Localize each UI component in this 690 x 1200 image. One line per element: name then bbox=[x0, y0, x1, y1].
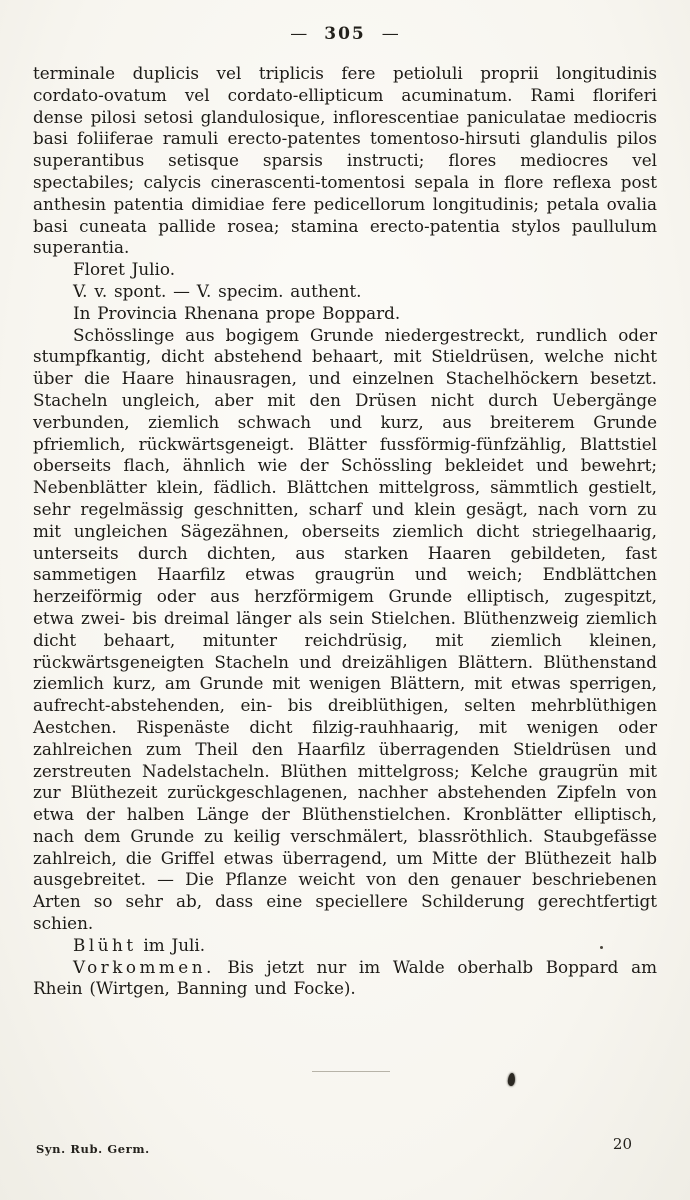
page-number: 305 bbox=[324, 24, 366, 44]
bluehzeit-rest: im Juli. bbox=[136, 934, 206, 955]
footer-sheet-number: 20 bbox=[612, 1135, 632, 1153]
paragraph-provincia: In Provincia Rhenana prope Boppard. bbox=[73, 302, 401, 323]
ink-spot-artifact bbox=[507, 1073, 515, 1087]
paragraph-vorkommen bbox=[33, 957, 657, 1001]
ink-speck-artifact bbox=[600, 946, 603, 949]
vorkommen-lead: Vorkommen. bbox=[73, 956, 215, 977]
header-dash-left: — bbox=[290, 24, 309, 44]
paragraph-german-description: Schösslinge aus bogigem Grunde niedergestreckt, rundlich oder stumpfkantig, dicht abstehend behaart, mit Stieldrüsen, welche nicht über die Haare hinausragen, und einzelnen Stachelhöckern besetzt. Stacheln ungleich, aber mit den Drüsen nicht durch Uebergänge verbunden, ziemlich schwach und kurz, aus breiterem Grunde pfriemlich, rückwärtsgeneigt. Blätter fussförmig-fünfzählig, Blattstiel oberseits flach, ähnlich wie der Schössling bekleidet und bewehrt; Nebenblätter klein, fädlich. Blättchen mittelgross, sämmtlich gestielt, sehr regelmässig geschnitten, scharf und klein gesägt, nach vorn zu mit ungleichen Sägezähnen, oberseits ziemlich dicht striegelhaarig, unterseits durch dichten, aus starken Haaren gebildeten, fast sammetigen Haarfilz etwas graugrün und weich; Endblättchen herzeiförmig oder aus herzförmigem Grunde elliptisch, zugespitzt, etwa zwei- bis dreimal länger als sein Stielchen. Blüthenzweig ziemlich dicht behaart, mitunter reichdrüsig, mit ziemlich kleinen, rückwärtsgeneigten Stacheln und dreizähligen Blättern. Blüthenstand ziemlich kurz, am Grunde mit wenigen Blättern, mit etwas sperrigen, aufrecht-abstehenden, ein- bis dreiblüthigen, selten mehrblüthigen Aestchen. Rispenäste dicht filzig-rauhhaarig, mit wenigen oder zahlreichen zum Theil den Haarfilz überragenden Stieldrüsen und zerstreuten Nadelstacheln. Blüthen mittelgross; Kelche graugrün mit zur Blüthezeit zurückgeschlagenen, nachher abstehenden Zipfeln von etwa der halben Länge der Blüthenstielchen. Kronblätter elliptisch, nach dem Grunde zu keilig verschmälert, blassröthlich. Staubgefässe zahlreich, die Griffel etwas überragend, um Mitte der Blüthezeit halb ausgebreitet. — Die Pflanze weicht von den genauer beschriebenen Arten so sehr ab, dass eine speciellere Schilderung gerechtfertigt schien. bbox=[33, 324, 657, 934]
header-dash-right: — bbox=[381, 24, 400, 44]
paragraph-bluehzeit bbox=[33, 935, 657, 957]
page-header bbox=[33, 24, 657, 44]
separator-dash bbox=[312, 1071, 390, 1072]
body-text bbox=[33, 63, 657, 1000]
paragraph-floret: Floret Julio. bbox=[73, 259, 176, 280]
footer-signature: Syn. Rub. Germ. bbox=[36, 1142, 150, 1156]
paragraph-latin-description: terminale duplicis vel triplicis fere petioluli proprii longitudinis cordato-ovatum vel cordato-ellipticum acuminatum. Rami floriferi dense pilosi setosi glandulosique, inflorescentiae paniculatae mediocris basi foliiferae ramuli erecto-patentes tomentoso-hirsuti glandulis pilos superantibus setisque sparsis instructi; flores mediocres vel spectabiles; calycis cinerascenti-tomentosi sepala in flore reflexa post anthesin patentia dimidiae fere pedicellorum longitudinis; petala ovalia basi cuneata pallide rosea; stamina erecto-patentia stylos paullulum superantia. bbox=[33, 63, 657, 258]
paragraph-specimen-note: V. v. spont. — V. specim. authent. bbox=[73, 280, 362, 301]
bluehzeit-lead: Blüht bbox=[73, 934, 137, 955]
vorkommen-rest: Bis jetzt nur im Walde oberhalb Boppard am Rhein (Wirtgen, Banning und Focke). bbox=[33, 956, 657, 999]
